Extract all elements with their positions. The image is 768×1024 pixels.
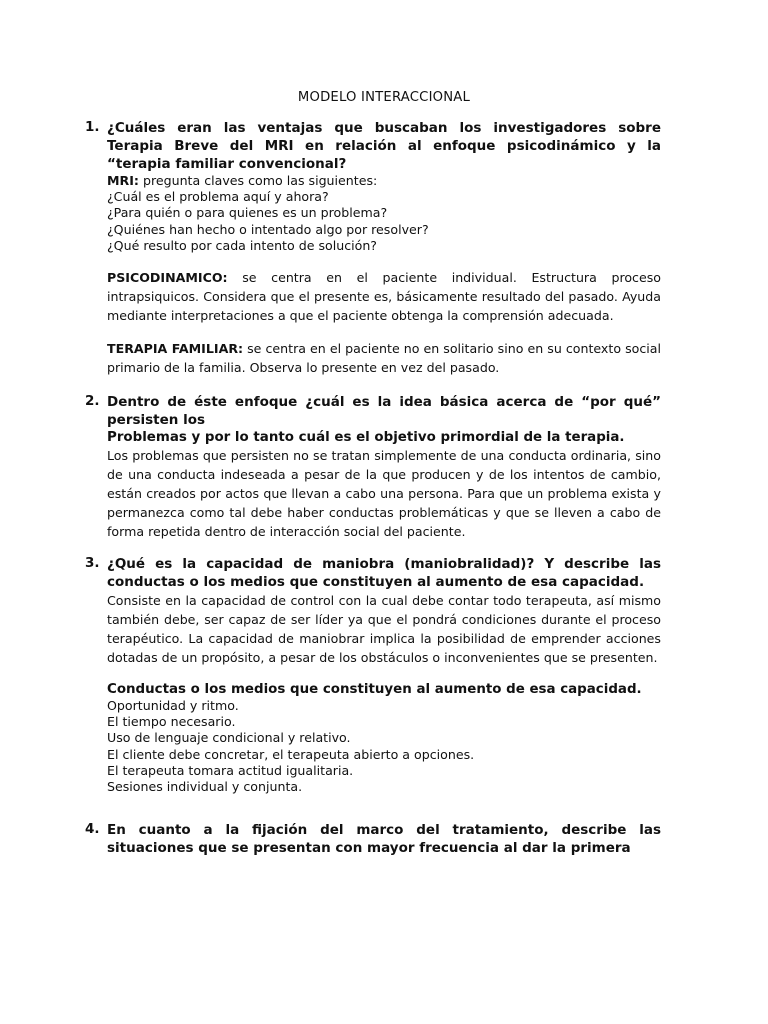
question-text: Dentro de éste enfoque ¿cuál es la idea básica acerca de “por qué” persisten los bbox=[107, 394, 661, 429]
list-item: Uso de lenguaje condicional y relativo. bbox=[107, 730, 351, 746]
question-text: ¿Cuáles eran las ventajas que buscaban los investigadores sobre Terapia Breve del MRI en relación al enfoque psicodinámico y la “terapia familiar convencional? bbox=[107, 120, 661, 172]
mri-question: ¿Cuál es el problema aquí y ahora? bbox=[107, 189, 329, 205]
question-number: 2. bbox=[85, 393, 100, 410]
subheading: Conductas o los medios que constituyen al aumento de esa capacidad. bbox=[107, 682, 642, 698]
question-2 bbox=[85, 393, 661, 541]
mri-intro bbox=[107, 173, 661, 189]
answer-text: Consiste en la capacidad de control con la cual debe contar todo terapeuta, así mismo también debe, ser capaz de ser líder ya que el pondrá condiciones durante el proceso terapéutico. La capacidad de maniobrar implica la posibilidad de emprender acciones dotadas de un propósito, a pesar de los obstáculos o inconvenientes que se presenten. bbox=[107, 593, 661, 666]
psicodinamico-text: se centra en el paciente individual. Estructura proceso intrapsiquicos. Considera que el presente es, básicamente resultado del pasado. Ayuda mediante interpretaciones a que el paciente obtenga la comprensión adecuada. bbox=[107, 270, 661, 324]
question-text: ¿Qué es la capacidad de maniobra (maniobralidad)? Y describe las conductas o los medios que constituyen al aumento de esa capacidad. bbox=[107, 556, 661, 591]
question-number: 4. bbox=[85, 821, 100, 838]
psicodinamico-paragraph bbox=[107, 268, 661, 325]
question-1 bbox=[85, 119, 661, 377]
mri-question: ¿Qué resulto por cada intento de solución? bbox=[107, 237, 377, 253]
question-text-continued: Problemas y por lo tanto cuál es el objetivo primordial de la terapia. bbox=[107, 430, 625, 446]
question-3 bbox=[85, 555, 661, 795]
document-title: MODELO INTERACCIONAL bbox=[297, 90, 471, 105]
terapia-familiar-text: se centra en el paciente no en solitario sino en su contexto social primario de la familia. Observa lo presente en vez del pasado. bbox=[107, 341, 661, 376]
question-4 bbox=[85, 821, 661, 857]
list-item: El cliente debe concretar, el terapeuta abierto a opciones. bbox=[107, 746, 475, 762]
terapia-familiar-paragraph bbox=[107, 339, 661, 377]
list-item: El terapeuta tomara actitud igualitaria. bbox=[107, 762, 354, 778]
answer-text: Los problemas que persisten no se tratan simplemente de una conducta ordinaria, sino de una conducta indeseada a pesar de la que producen y de los intentos de cambio, están creados por actos que llevan a cabo una persona. Para que un problema exista y permanezca como tal debe haber conductas problemáticas y que se lleven a cabo de forma repetida dentro de interacción social del paciente. bbox=[107, 448, 661, 540]
mri-question: ¿Quiénes han hecho o intentado algo por resolver? bbox=[107, 221, 429, 237]
mri-question: ¿Para quién o para quienes es un problema? bbox=[107, 205, 388, 221]
question-number: 3. bbox=[85, 555, 100, 572]
terapia-familiar-label: TERAPIA FAMILIAR: bbox=[107, 341, 244, 357]
psicodinamico-label: PSICODINAMICO: bbox=[107, 270, 228, 286]
question-text: En cuanto a la fijación del marco del tratamiento, describe las situaciones que se presentan con mayor frecuencia al dar la primera bbox=[107, 822, 661, 857]
mri-intro-text: pregunta claves como las siguientes: bbox=[138, 173, 378, 188]
list-item: Oportunidad y ritmo. bbox=[107, 698, 239, 714]
list-item: Sesiones individual y conjunta. bbox=[107, 779, 303, 795]
mri-label: MRI: bbox=[107, 173, 139, 188]
list-item: El tiempo necesario. bbox=[107, 714, 236, 730]
question-number: 1. bbox=[85, 119, 100, 135]
